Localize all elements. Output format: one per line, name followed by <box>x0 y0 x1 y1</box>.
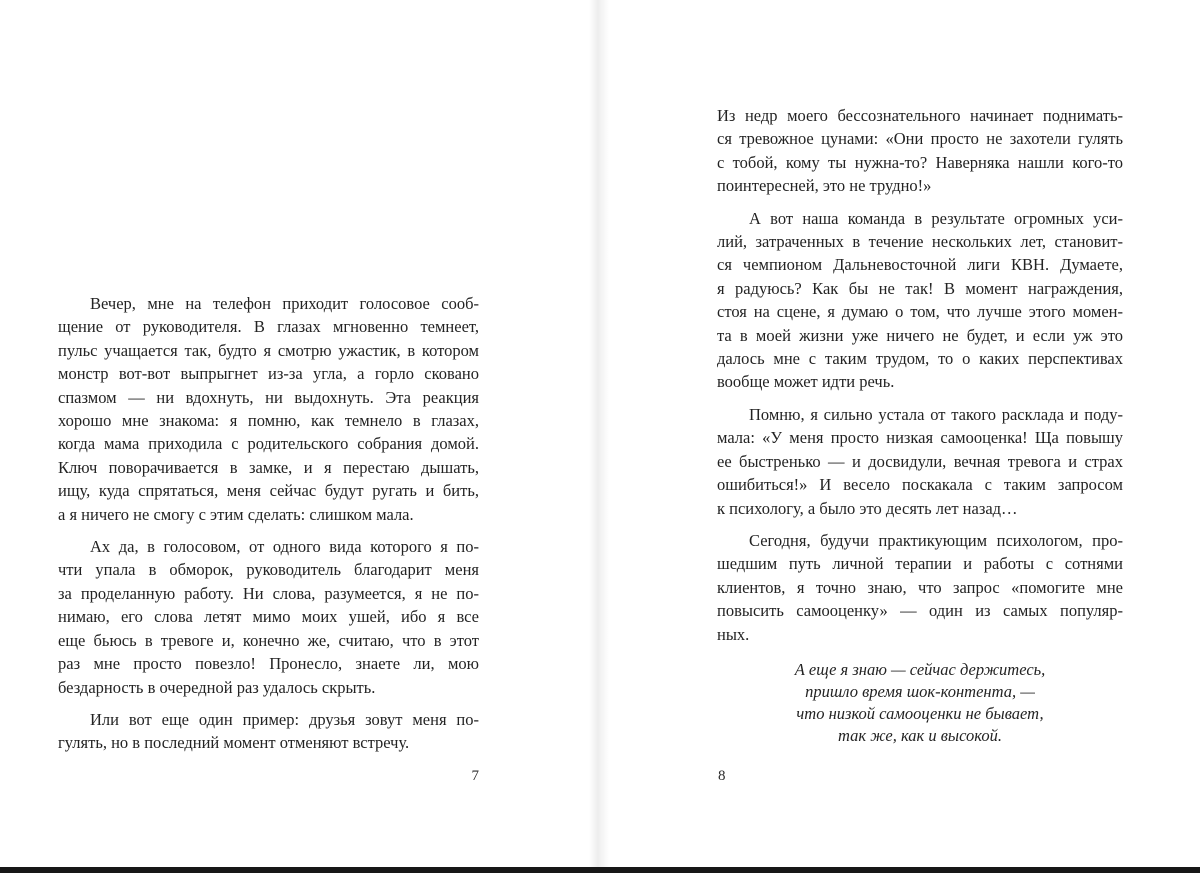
page-number-left: 7 <box>471 768 479 784</box>
text-line: ошибиться!» И весело поскакала с таким запросом <box>717 475 1123 495</box>
text-line: та в моей жизни уже ничего не будет, и если уж это <box>717 325 1123 345</box>
body-paragraph <box>58 535 479 699</box>
text-line: за проделанную работу. Ни слова, разумеется, я не по- <box>58 583 479 603</box>
text-line: еще бьюсь в тревоге и, конечно же, считаю, что в этот <box>58 630 479 650</box>
body-paragraph <box>717 104 1123 198</box>
text-line: шедшим путь личной терапии и работы с сотнями <box>717 554 1123 574</box>
text-line: Ах да, в голосовом, от одного вида которого я по- <box>90 537 479 557</box>
text-line: когда мама приходила с родительского собрания домой. <box>58 434 479 454</box>
body-paragraph <box>717 403 1123 520</box>
text-line: Сегодня, будучи практикующим психологом, про- <box>749 530 1123 550</box>
text-line: а я ничего не смогу с этим сделать: слишком мала. <box>58 504 414 524</box>
body-paragraph <box>58 292 479 526</box>
text-line: ся тревожное цунами: «Они просто не захотели гулять <box>717 129 1123 149</box>
text-line: лий, затраченных в течение нескольких лет, становит- <box>717 232 1123 252</box>
text-line: ся чемпионом Дальневосточной лиги КВН. Думаете, <box>717 255 1123 275</box>
body-paragraph <box>717 529 1123 646</box>
text-line: далось мне с таким трудом, то о каких перспективах <box>717 349 1123 369</box>
quote-line: А еще я знаю — сейчас держитесь, <box>794 659 1046 679</box>
text-line: хорошо мне знакома: я помню, как темнело в глазах, <box>58 411 479 431</box>
quote-line: пришло время шок-контента, — <box>805 681 1035 701</box>
quote-line: что низкой самооценки не бывает, <box>796 703 1044 723</box>
text-line: повысить самооценку» — один из самых популяр- <box>717 601 1123 621</box>
text-line: с тобой, кому ты нужна-то? Наверняка нашли кого-то <box>717 152 1123 172</box>
text-line: монстр вот-вот выпрыгнет из-за угла, а горло сковано <box>58 364 479 384</box>
text-line: Помню, я сильно устала от такого расклада и поду- <box>749 404 1123 424</box>
text-line: А вот наша команда в результате огромных уси- <box>749 208 1123 228</box>
text-line: ее быстренько — и досвидули, вечная тревога и страх <box>717 451 1123 471</box>
text-line: пульс учащается так, будто я смотрю ужастик, в котором <box>58 340 479 360</box>
text-line: гулять, но в последний момент отменяют встречу. <box>58 733 410 753</box>
text-line: Из недр моего бессознательного начинает поднимать- <box>717 106 1123 125</box>
text-line: спазмом — ни вдохнуть, ни выдохнуть. Эта реакция <box>58 387 479 407</box>
text-line: бездарность в очередной раз удалось скрыть. <box>58 677 376 697</box>
body-paragraph <box>717 207 1123 394</box>
left-page <box>58 292 479 764</box>
text-line: стоя на сцене, я думаю о том, что лучше этого момен- <box>717 302 1123 322</box>
bottom-bar <box>0 867 1200 873</box>
text-line: к психологу, а было это десять лет назад… <box>717 498 1018 518</box>
text-line: Вечер, мне на телефон приходит голосовое сооб- <box>90 294 479 313</box>
page-number-right: 8 <box>718 768 726 784</box>
right-page <box>717 104 1123 747</box>
page-gutter <box>589 0 609 867</box>
quote-block <box>717 659 1123 747</box>
text-line: ищу, куда спрятаться, меня сейчас будут ругать и бить, <box>58 481 479 501</box>
text-line: я радуюсь? Как бы не так! В момент награждения, <box>717 278 1123 298</box>
text-line: мала: «У меня просто низкая самооценка! Ща повышу <box>717 428 1123 448</box>
text-line: поинтересней, это не трудно!» <box>717 176 932 196</box>
text-line: чти упала в обморок, руководитель благодарит меня <box>58 560 479 580</box>
text-line: ных. <box>717 624 750 644</box>
text-line: раз мне просто повезло! Пронесло, знаете ли, мою <box>58 654 479 674</box>
text-line: клиентов, я точно знаю, что запрос «помогите мне <box>717 577 1123 597</box>
text-line: нимаю, его слова летят мимо моих ушей, ибо я все <box>58 607 479 627</box>
text-line: вообще может идти речь. <box>717 372 895 392</box>
body-paragraph <box>58 708 479 755</box>
text-line: Или вот еще один пример: друзья зовут меня по- <box>90 709 479 729</box>
quote-line: так же, как и высокой. <box>838 725 1002 745</box>
text-line: щение от руководителя. В глазах мгновенно темнеет, <box>58 317 479 337</box>
text-line: Ключ поворачивается в замке, и я перестаю дышать, <box>58 457 479 477</box>
